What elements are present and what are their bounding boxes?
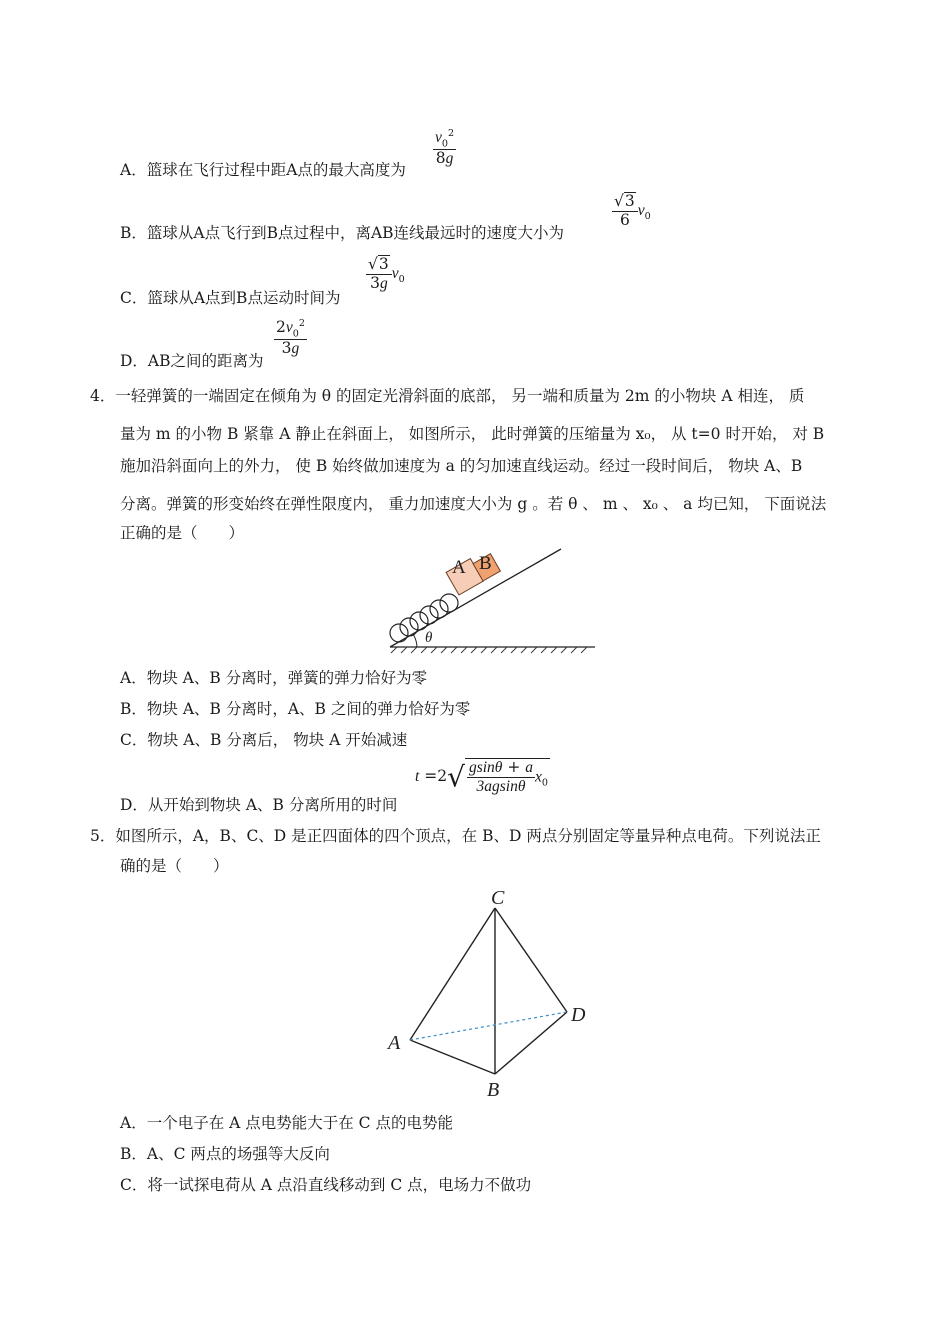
q3-option-d-formula: $\frac{2v_0^2}{3g}$: [276, 318, 305, 358]
q5-line1: 5．如图所示，A，B、C、D 是正四面体的四个顶点，在 B、D 两点分别固定等量异种点电荷。下列说法正: [90, 827, 821, 845]
q4-line2: 量为 m 的小物 B 紧靠 A 静止在斜面上， 如图所示， 此时弹簧的压缩量为 x₀， 从 t=0 时开始， 对 B: [120, 425, 825, 443]
q3-option-a: [120, 158, 406, 180]
q4-option-a: A．物块 A、B 分离时，弹簧的弹力恰好为零: [120, 669, 428, 687]
block-b-label: B: [479, 553, 492, 574]
q3-option-b-formula: $\frac{√3}{6}$ $v_0$: [614, 192, 651, 229]
vertex-b-label: B: [487, 1079, 500, 1101]
theta-label: θ: [425, 630, 433, 646]
vertex-c-label: C: [491, 887, 505, 909]
q4-line3: 施加沿斜面向上的外力， 使 B 始终做加速度为 a 的匀加速直线运动。经过一段时间后， 物块 A、B: [120, 457, 803, 475]
q4-line5: 正确的是（ ）: [120, 524, 245, 542]
vertex-d-label: D: [571, 1004, 586, 1026]
q4-incline-figure: [385, 545, 605, 655]
q3-option-b: B．篮球从A点飞行到B点过程中，离AB连线最远时的速度大小为: [120, 224, 565, 242]
q3-option-a-text: A．篮球在飞行过程中距A点的最大高度为: [120, 161, 406, 179]
q4-option-c: C．物块 A、B 分离后， 物块 A 开始减速: [120, 731, 408, 749]
q3-option-a-formula: $\frac{v_0^2}{8g}$: [435, 128, 455, 168]
block-a-label: A: [452, 557, 466, 578]
q4-line4: 分离。弹簧的形变始终在弹性限度内， 重力加速度大小为 g 。若 θ 、 m 、 x₀ 、 a 均已知， 下面说法: [120, 495, 827, 513]
q3-option-c-formula: $\frac{√3}{3g}$ $v_0$: [368, 255, 405, 292]
q3-option-d: D．AB之间的距离为: [120, 352, 264, 370]
q5-option-a: A．一个电子在 A 点电势能大于在 C 点的电势能: [120, 1114, 453, 1132]
vertex-a-label: A: [388, 1032, 401, 1054]
q5-option-b: B．A、C 两点的场强等大反向: [120, 1145, 330, 1163]
q5-line2: 确的是（ ）: [120, 857, 229, 875]
q4-option-d: D．从开始到物块 A、B 分离所用的时间: [120, 796, 398, 814]
q3-option-c: C．篮球从A点到B点运动时间为: [120, 289, 341, 307]
q5-tetrahedron-figure: [380, 882, 600, 1102]
q4-option-b: B．物块 A、B 分离时，A、B 之间的弹力恰好为零: [120, 700, 471, 718]
q4-option-d-formula: t =2√ $\frac{gsin\theta + a}{3agsin\theta}$ $x_0$: [415, 758, 548, 795]
q5-option-c: C．将一试探电荷从 A 点沿直线移动到 C 点，电场力不做功: [120, 1176, 532, 1194]
q4-line1: 4．一轻弹簧的一端固定在倾角为 θ 的固定光滑斜面的底部， 另一端和质量为 2m 的小物块 A 相连， 质: [90, 387, 805, 405]
